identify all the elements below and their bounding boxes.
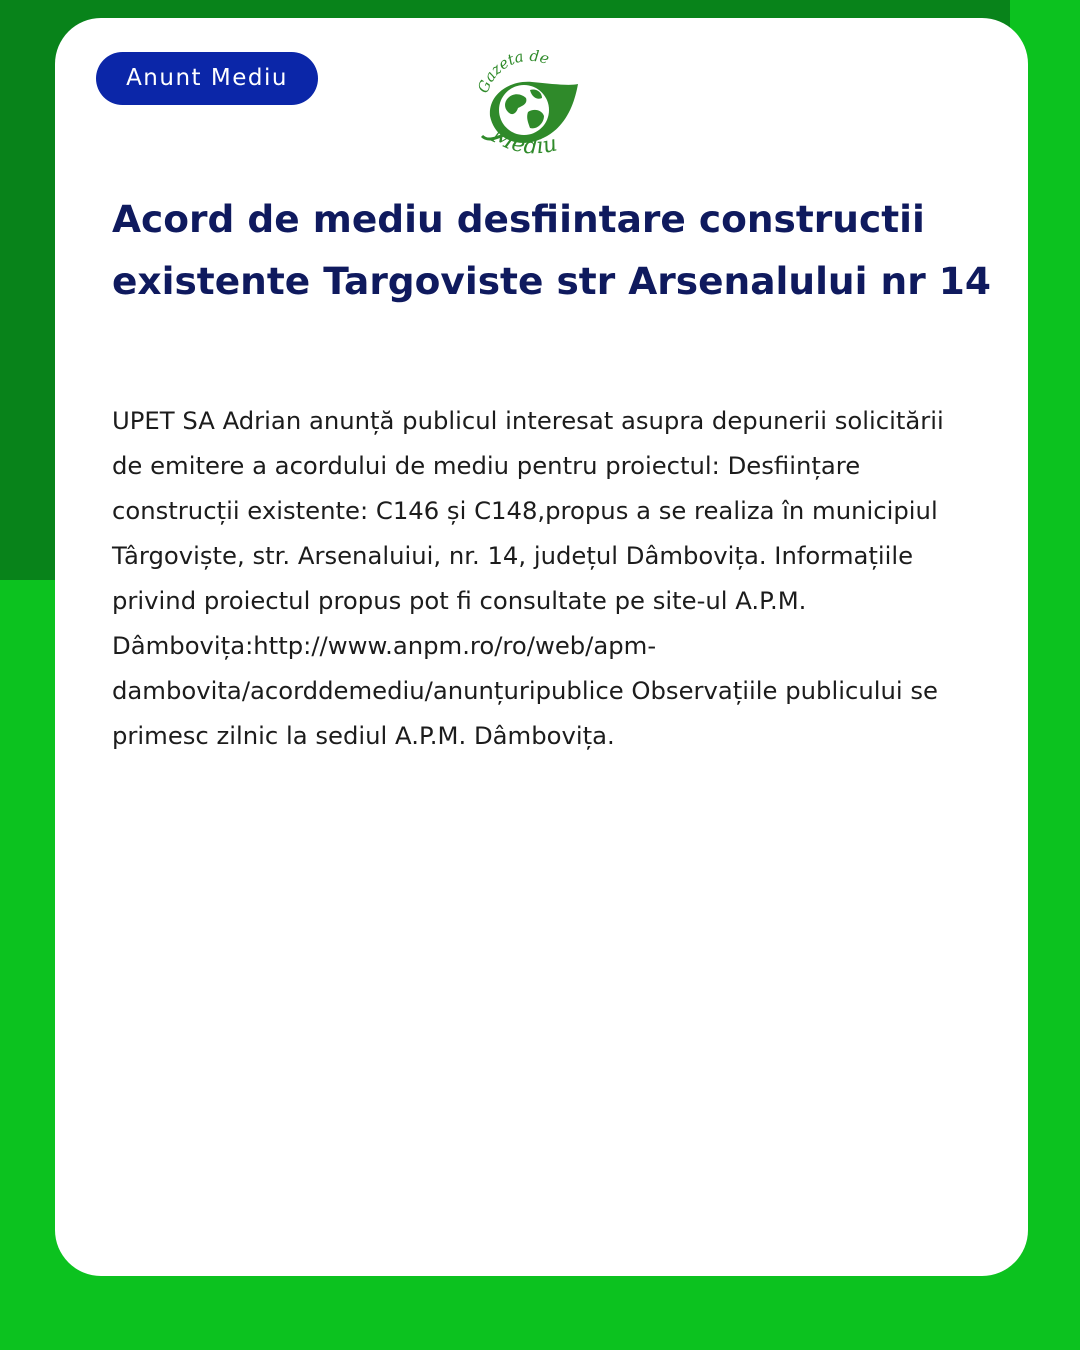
logo-top-text: Gazeta de bbox=[473, 50, 552, 96]
gazeta-de-mediu-logo bbox=[466, 50, 592, 176]
category-badge: Anunt Mediu bbox=[96, 52, 318, 105]
logo-bottom-text: Mediu bbox=[487, 123, 560, 160]
article-title: Acord de mediu desfiintare constructii existente Targoviste str Arsenalului nr 14 bbox=[112, 197, 991, 303]
article-body: UPET SA Adrian anunță publicul interesat asupra depunerii solicitării de emitere a acordului de mediu pentru proiectul: Desființare construcții existente: C146 și C148,propus a se realiza în municipiul Târgoviște, str. Arsenaluiui, nr. 14, județul Dâmbovița. Informațiile privind proiectul propus pot fi consultate pe site-ul A.P.M. Dâmbovița:http://www.anpm.ro/ro/web/apm-dambovita/acorddemediu/anunțuripublice Observațiile publicului se primesc zilnic la sediul A.P.M. Dâmbovița. bbox=[112, 406, 944, 750]
globe-leaf-icon bbox=[466, 50, 592, 176]
